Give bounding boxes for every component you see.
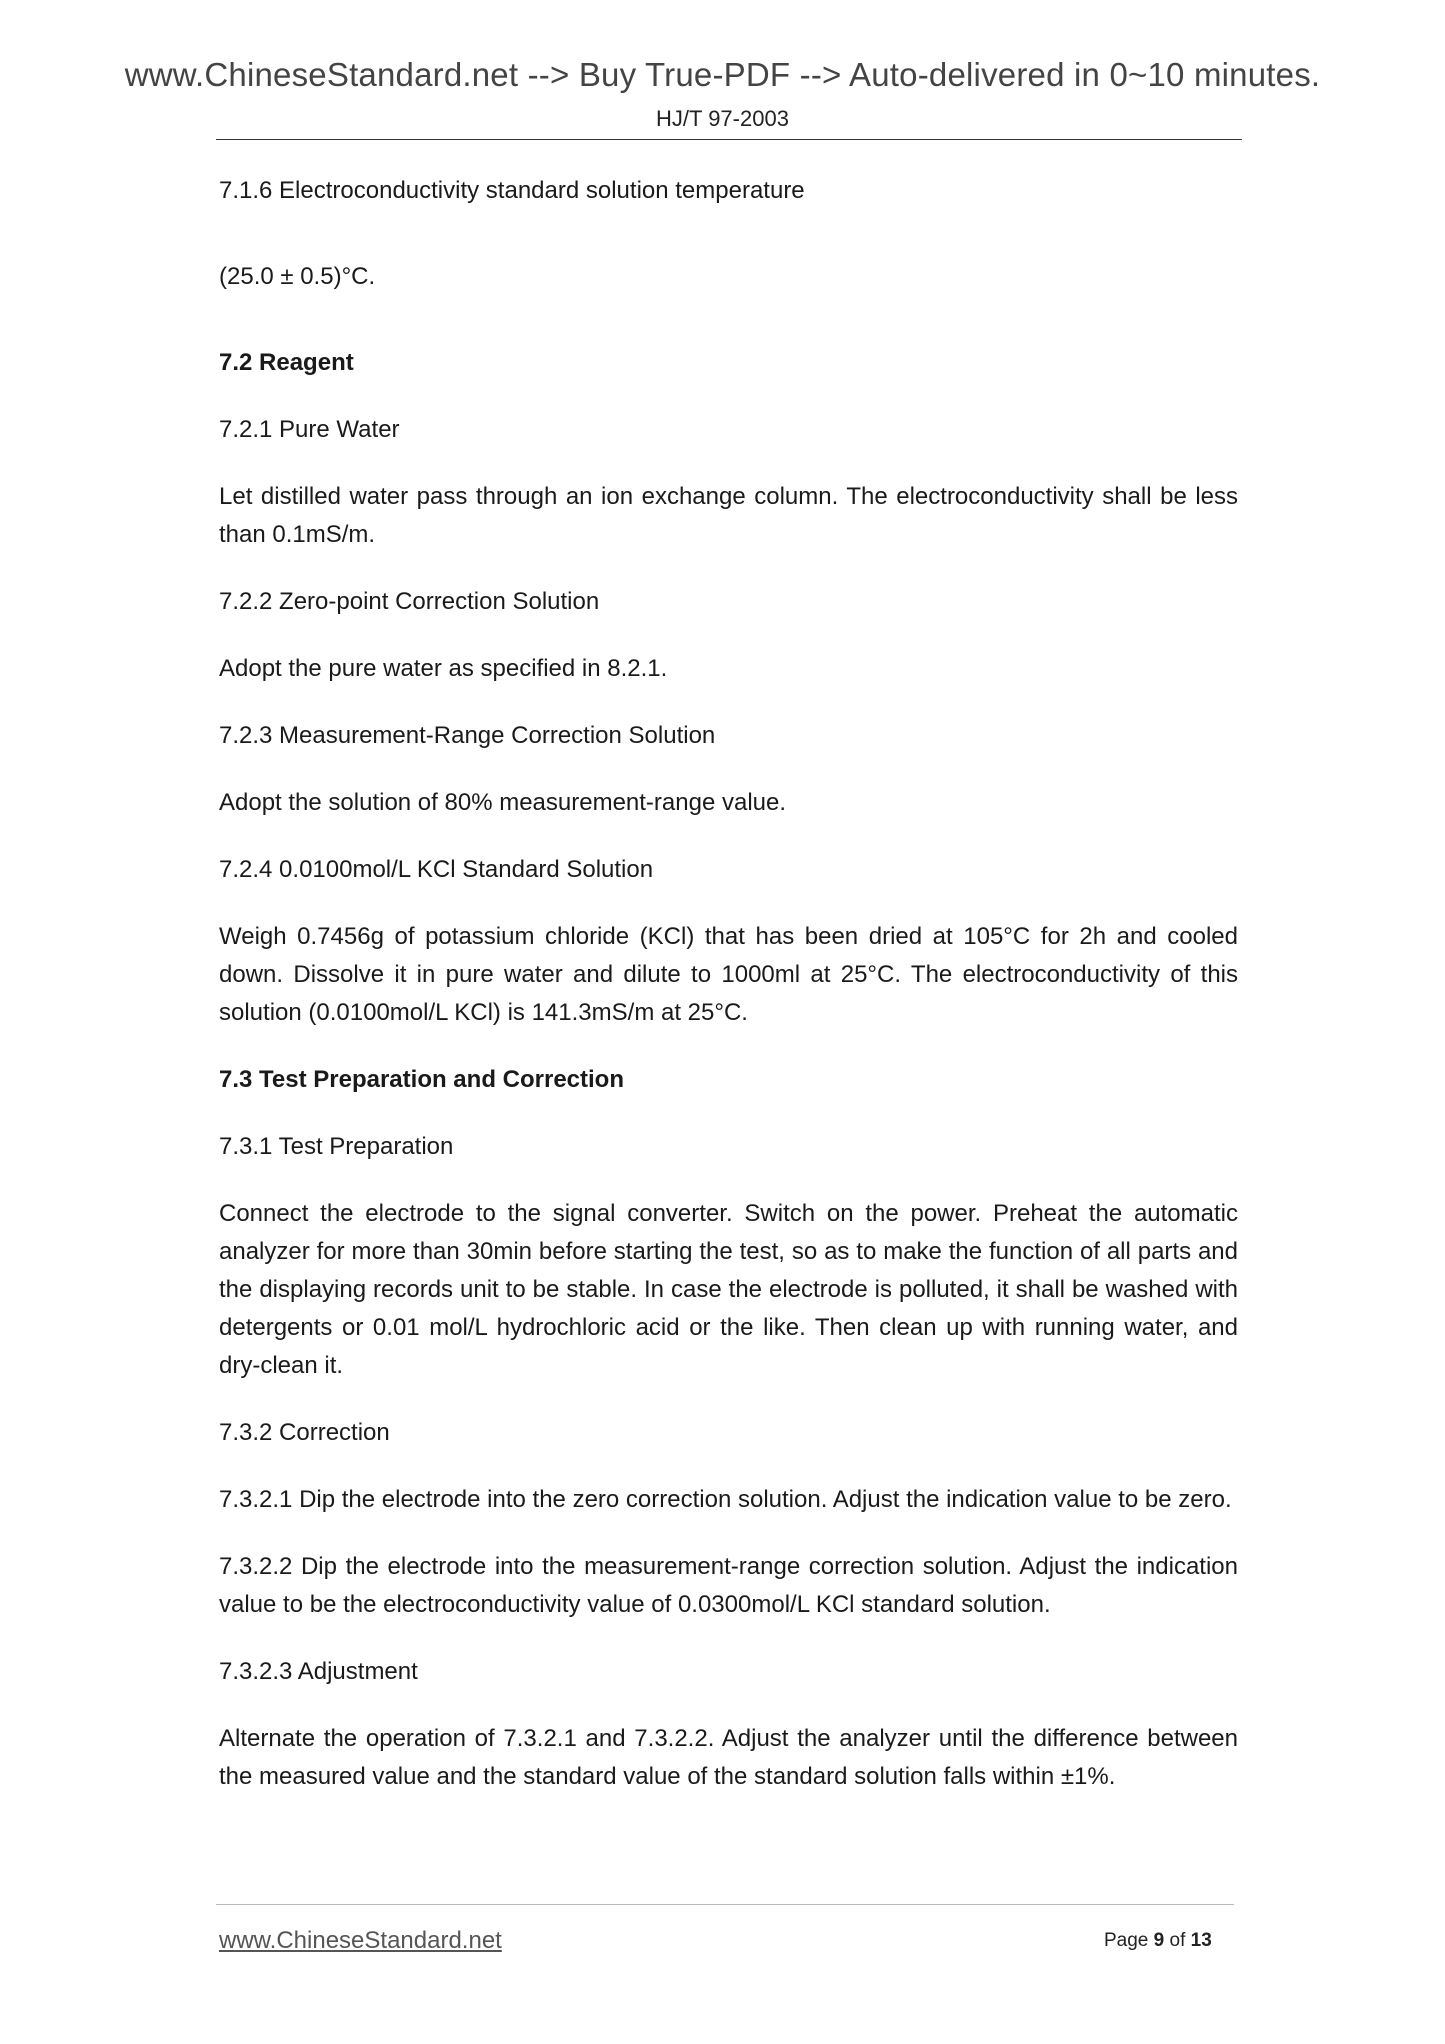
section-7-2-4-text: Weigh 0.7456g of potassium chloride (KCl) that has been dried at 105°C for 2h and cooled down. Dissolve it in pure water and dilute to 1000ml at 25°C. The electroconductivity of this solution (0.0100mol/L KCl) is 141.3mS/m at 25°C. xyxy=(219,923,1238,1026)
section-7-2-heading: 7.2 Reagent xyxy=(219,349,354,376)
section-7-2-1-text: Let distilled water pass through an ion exchange column. The electroconductivity shall be less than 0.1mS/m. xyxy=(219,483,1238,548)
section-7-3-1-text: Connect the electrode to the signal converter. Switch on the power. Preheat the automatic analyzer for more than 30min before starting the test, so as to make the function of all parts and the displaying records unit to be stable. In case the electrode is polluted, it shall be washed with detergents or 0.01 mol/L hydrochloric acid or the like. Then clean up with running water, and dry-clean it. xyxy=(219,1200,1238,1379)
section-7-2-4-heading: 7.2.4 0.0100mol/L KCl Standard Solution xyxy=(219,856,654,883)
page-label: Page xyxy=(1104,1930,1149,1951)
page-number: 9 xyxy=(1153,1930,1165,1951)
section-7-3-2-3-text: Alternate the operation of 7.3.2.1 and 7.3.2.2. Adjust the analyzer until the difference between the measured value and the standard value of the standard solution falls within ±1%. xyxy=(219,1725,1238,1790)
section-7-2-2-heading: 7.2.2 Zero-point Correction Solution xyxy=(219,588,600,615)
header-divider xyxy=(216,139,1242,140)
section-7-3-2-3-heading: 7.3.2.3 Adjustment xyxy=(219,1658,418,1685)
of-label: of xyxy=(1169,1930,1186,1951)
section-7-3-heading: 7.3 Test Preparation and Correction xyxy=(219,1066,624,1093)
section-7-3-1-heading: 7.3.1 Test Preparation xyxy=(219,1133,454,1160)
document-body xyxy=(219,172,1238,1796)
section-7-2-3-heading: 7.2.3 Measurement-Range Correction Solution xyxy=(219,722,716,749)
section-7-1-6-text: (25.0 ± 0.5)°C. xyxy=(219,263,376,290)
section-7-3-2-heading: 7.3.2 Correction xyxy=(219,1419,390,1446)
page-indicator xyxy=(1104,1930,1212,1952)
header-banner: www.ChineseStandard.net --> Buy True-PDF --> Auto-delivered in 0~10 minutes. xyxy=(124,56,1321,93)
footer-divider xyxy=(216,1904,1234,1905)
section-7-3-2-1-text: 7.3.2.1 Dip the electrode into the zero correction solution. Adjust the indication value to be zero. xyxy=(219,1486,1232,1513)
footer-site-link[interactable]: www.ChineseStandard.net xyxy=(219,1927,502,1954)
section-7-1-6-heading: 7.1.6 Electroconductivity standard solution temperature xyxy=(219,177,805,204)
section-7-3-2-2-text: 7.3.2.2 Dip the electrode into the measurement-range correction solution. Adjust the indication value to be the electroconductivity value of 0.0300mol/L KCl standard solution. xyxy=(219,1553,1238,1618)
section-7-2-1-heading: 7.2.1 Pure Water xyxy=(219,416,400,443)
standard-code: HJ/T 97-2003 xyxy=(656,106,789,131)
section-7-2-3-text: Adopt the solution of 80% measurement-range value. xyxy=(219,789,787,816)
section-7-2-2-text: Adopt the pure water as specified in 8.2.1. xyxy=(219,655,668,682)
page-total: 13 xyxy=(1190,1930,1212,1951)
